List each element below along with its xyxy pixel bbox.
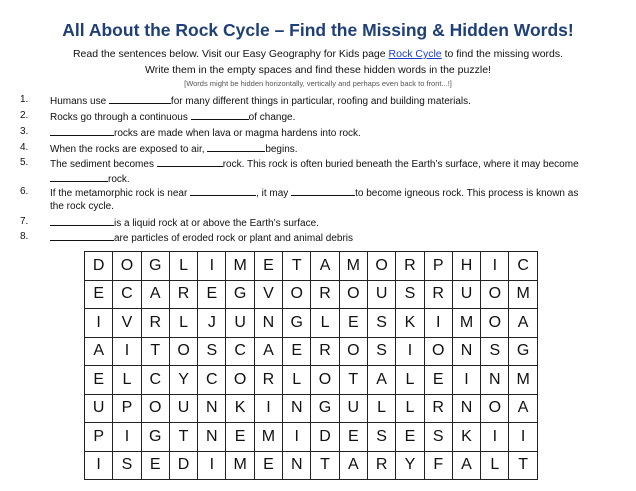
answer-blank[interactable] — [50, 216, 114, 226]
grid-cell[interactable]: P — [113, 394, 141, 423]
grid-cell[interactable]: E — [85, 366, 113, 395]
grid-cell[interactable]: U — [226, 309, 254, 338]
grid-cell[interactable]: M — [509, 280, 537, 309]
question-segment: The sediment becomes — [50, 159, 157, 170]
grid-cell[interactable]: Y — [396, 451, 424, 480]
grid-cell[interactable]: I — [85, 451, 113, 480]
grid-cell[interactable]: G — [311, 394, 339, 423]
answer-blank[interactable] — [50, 231, 114, 241]
grid-cell[interactable]: S — [367, 423, 395, 452]
question-number: 5. — [20, 157, 29, 168]
grid-cell[interactable]: O — [339, 280, 367, 309]
grid-cell[interactable]: M — [254, 423, 282, 452]
grid-cell[interactable]: I — [396, 337, 424, 366]
grid-cell[interactable]: S — [424, 423, 452, 452]
grid-cell[interactable]: S — [481, 337, 509, 366]
instructions-line-2: Write them in the empty spaces and find these hidden words in the puzzle! — [145, 64, 491, 76]
grid-cell[interactable]: M — [452, 309, 480, 338]
grid-cell[interactable]: N — [198, 423, 226, 452]
grid-cell[interactable]: O — [367, 252, 395, 281]
grid-cell[interactable]: I — [113, 337, 141, 366]
grid-cell[interactable]: M — [509, 366, 537, 395]
grid-cell[interactable]: R — [424, 394, 452, 423]
grid-cell[interactable]: A — [509, 394, 537, 423]
grid-cell[interactable]: F — [424, 451, 452, 480]
grid-cell[interactable]: T — [169, 423, 197, 452]
grid-cell[interactable]: I — [481, 252, 509, 281]
grid-cell[interactable]: R — [254, 366, 282, 395]
answer-blank[interactable] — [157, 157, 223, 167]
question-segment: , it may — [256, 188, 292, 199]
grid-cell[interactable]: T — [339, 366, 367, 395]
question-text — [50, 201, 114, 212]
grid-cell[interactable]: E — [254, 252, 282, 281]
grid-cell[interactable]: N — [452, 337, 480, 366]
rock-cycle-link[interactable]: Rock Cycle — [388, 48, 442, 60]
grid-cell[interactable]: O — [283, 280, 311, 309]
question-segment: rocks are made when lava or magma hardens into rock. — [114, 128, 361, 139]
grid-cell[interactable]: O — [141, 394, 169, 423]
grid-cell[interactable]: N — [452, 394, 480, 423]
grid-cell[interactable]: I — [509, 423, 537, 452]
question-segment: to become igneous rock. This process is known as — [355, 188, 579, 199]
question-segment: is a liquid rock at or above the Earth’s surface. — [114, 218, 319, 229]
grid-cell[interactable]: C — [509, 252, 537, 281]
question-number: 6. — [20, 186, 29, 197]
grid-cell[interactable]: R — [396, 252, 424, 281]
grid-cell[interactable]: O — [424, 337, 452, 366]
grid-cell[interactable]: L — [367, 394, 395, 423]
grid-cell[interactable]: I — [283, 423, 311, 452]
grid-cell[interactable]: T — [311, 451, 339, 480]
grid-cell[interactable]: O — [311, 366, 339, 395]
grid-row — [85, 423, 538, 452]
grid-cell[interactable]: J — [198, 309, 226, 338]
grid-cell[interactable]: E — [339, 423, 367, 452]
grid-row — [85, 366, 538, 395]
grid-cell[interactable]: G — [509, 337, 537, 366]
answer-blank[interactable] — [50, 172, 108, 182]
grid-cell[interactable]: N — [283, 394, 311, 423]
grid-cell[interactable]: A — [452, 451, 480, 480]
grid-cell[interactable]: G — [141, 423, 169, 452]
grid-cell[interactable]: D — [169, 451, 197, 480]
question-text — [50, 110, 295, 123]
page-title: All About the Rock Cycle – Find the Missing & Hidden Words! — [62, 20, 574, 40]
grid-cell[interactable]: E — [85, 280, 113, 309]
answer-blank[interactable] — [50, 126, 114, 136]
grid-cell[interactable]: I — [424, 309, 452, 338]
grid-cell[interactable]: L — [396, 394, 424, 423]
grid-cell[interactable]: M — [339, 252, 367, 281]
question-number: 2. — [20, 110, 29, 121]
question-segment: rock. This rock is often buried beneath the Earth’s surface, where it may become — [222, 159, 579, 170]
question-text — [50, 172, 130, 185]
grid-cell[interactable]: C — [141, 366, 169, 395]
grid-cell[interactable]: N — [254, 309, 282, 338]
grid-cell[interactable]: L — [169, 252, 197, 281]
grid-cell[interactable]: K — [396, 309, 424, 338]
grid-cell[interactable]: E — [424, 366, 452, 395]
question-segment: are particles of eroded rock or plant and animal debris — [114, 233, 354, 244]
grid-cell[interactable]: I — [452, 366, 480, 395]
grid-cell[interactable]: I — [198, 451, 226, 480]
question-text — [50, 216, 319, 229]
grid-cell[interactable]: N — [283, 451, 311, 480]
word-search-grid — [84, 251, 538, 480]
grid-cell[interactable]: O — [481, 394, 509, 423]
grid-cell[interactable]: N — [198, 394, 226, 423]
grid-row — [85, 337, 538, 366]
grid-cell[interactable]: L — [311, 309, 339, 338]
question-segment: the rock cycle. — [50, 201, 114, 212]
grid-cell[interactable]: O — [113, 252, 141, 281]
grid-cell[interactable]: E — [198, 280, 226, 309]
grid-cell[interactable]: Y — [169, 366, 197, 395]
grid-cell[interactable]: E — [283, 337, 311, 366]
question-number: 1. — [20, 94, 29, 105]
question-segment: of change. — [248, 112, 296, 123]
question-text — [50, 157, 579, 170]
grid-cell[interactable]: I — [113, 423, 141, 452]
grid-cell[interactable]: C — [113, 280, 141, 309]
question-text — [50, 142, 298, 155]
grid-cell[interactable]: I — [254, 394, 282, 423]
grid-cell[interactable]: V — [254, 280, 282, 309]
grid-cell[interactable]: I — [85, 309, 113, 338]
grid-cell[interactable]: U — [339, 394, 367, 423]
question-text — [50, 231, 353, 244]
grid-cell[interactable]: A — [254, 337, 282, 366]
grid-cell[interactable]: R — [169, 280, 197, 309]
instructions-text-end: to find the missing words. — [441, 48, 564, 60]
grid-cell[interactable]: O — [226, 366, 254, 395]
grid-cell[interactable]: A — [367, 366, 395, 395]
grid-cell[interactable]: L — [283, 366, 311, 395]
question-segment: rock. — [108, 174, 130, 185]
question-segment: When the rocks are exposed to air, — [50, 144, 208, 155]
grid-cell[interactable]: E — [141, 451, 169, 480]
question-segment: If the metamorphic rock is near — [50, 188, 191, 199]
grid-cell[interactable]: K — [452, 423, 480, 452]
question-number: 8. — [20, 231, 29, 242]
question-text — [50, 94, 471, 107]
grid-cell[interactable]: A — [85, 337, 113, 366]
question-segment: Humans use — [50, 96, 109, 107]
grid-cell[interactable]: T — [283, 252, 311, 281]
grid-cell[interactable]: U — [452, 280, 480, 309]
answer-blank[interactable] — [207, 142, 265, 152]
question-number: 7. — [20, 216, 29, 227]
answer-blank[interactable] — [191, 110, 249, 120]
grid-cell[interactable]: D — [311, 423, 339, 452]
question-number: 4. — [20, 142, 29, 153]
grid-row — [85, 451, 538, 480]
grid-cell[interactable]: O — [481, 280, 509, 309]
grid-cell[interactable]: L — [481, 451, 509, 480]
grid-cell[interactable]: E — [339, 309, 367, 338]
grid-cell[interactable]: L — [113, 366, 141, 395]
grid-cell[interactable]: R — [424, 280, 452, 309]
grid-cell[interactable]: E — [396, 423, 424, 452]
grid-cell[interactable]: S — [198, 337, 226, 366]
grid-cell[interactable]: K — [226, 394, 254, 423]
question-segment: begins. — [265, 144, 298, 155]
grid-cell[interactable]: R — [367, 451, 395, 480]
grid-cell[interactable]: A — [311, 252, 339, 281]
grid-cell[interactable]: T — [141, 337, 169, 366]
grid-cell[interactable]: R — [311, 280, 339, 309]
question-text — [50, 186, 578, 199]
grid-cell[interactable]: C — [226, 337, 254, 366]
grid-cell[interactable]: G — [283, 309, 311, 338]
grid-cell[interactable]: H — [452, 252, 480, 281]
answer-blank[interactable] — [190, 186, 256, 196]
grid-cell[interactable]: V — [113, 309, 141, 338]
grid-cell[interactable]: I — [198, 252, 226, 281]
instructions-text: Read the sentences below. Visit our Easy Geography for Kids page — [72, 48, 389, 60]
grid-cell[interactable]: P — [85, 423, 113, 452]
grid-cell[interactable]: A — [509, 309, 537, 338]
question-number: 3. — [20, 126, 29, 137]
grid-cell[interactable]: E — [254, 451, 282, 480]
grid-cell[interactable]: R — [311, 337, 339, 366]
instructions-line-1 — [0, 48, 636, 60]
grid-cell[interactable]: D — [85, 252, 113, 281]
grid-cell[interactable]: T — [509, 451, 537, 480]
instructions-hint: [Words might be hidden horizontally, vertically and perhaps even back to front...!] — [184, 79, 452, 88]
grid-cell[interactable]: A — [141, 280, 169, 309]
question-text — [50, 126, 361, 139]
grid-cell[interactable]: E — [226, 423, 254, 452]
grid-cell[interactable]: S — [396, 280, 424, 309]
grid-cell[interactable]: C — [198, 366, 226, 395]
question-segment: for many different things in particular, roofing and building materials. — [170, 96, 471, 107]
grid-cell[interactable]: G — [226, 280, 254, 309]
grid-row — [85, 280, 538, 309]
grid-cell[interactable]: P — [424, 252, 452, 281]
grid-cell[interactable]: U — [85, 394, 113, 423]
grid-cell[interactable]: S — [367, 337, 395, 366]
grid-row — [85, 252, 538, 281]
answer-blank[interactable] — [291, 186, 355, 196]
grid-cell[interactable]: A — [339, 451, 367, 480]
grid-cell[interactable]: G — [141, 252, 169, 281]
question-segment: Rocks go through a continuous — [50, 112, 191, 123]
grid-cell[interactable]: L — [396, 366, 424, 395]
grid-cell[interactable]: S — [367, 309, 395, 338]
grid-cell[interactable]: L — [169, 309, 197, 338]
grid-cell[interactable]: M — [226, 451, 254, 480]
grid-cell[interactable]: U — [169, 394, 197, 423]
grid-cell[interactable]: O — [169, 337, 197, 366]
grid-cell[interactable]: S — [113, 451, 141, 480]
grid-cell[interactable]: M — [226, 252, 254, 281]
grid-cell[interactable]: O — [339, 337, 367, 366]
grid-row — [85, 309, 538, 338]
grid-cell[interactable]: R — [141, 309, 169, 338]
grid-row — [85, 394, 538, 423]
grid-cell[interactable]: N — [481, 366, 509, 395]
grid-cell[interactable]: O — [481, 309, 509, 338]
grid-cell[interactable]: U — [367, 280, 395, 309]
grid-cell[interactable]: I — [481, 423, 509, 452]
answer-blank[interactable] — [109, 94, 171, 104]
